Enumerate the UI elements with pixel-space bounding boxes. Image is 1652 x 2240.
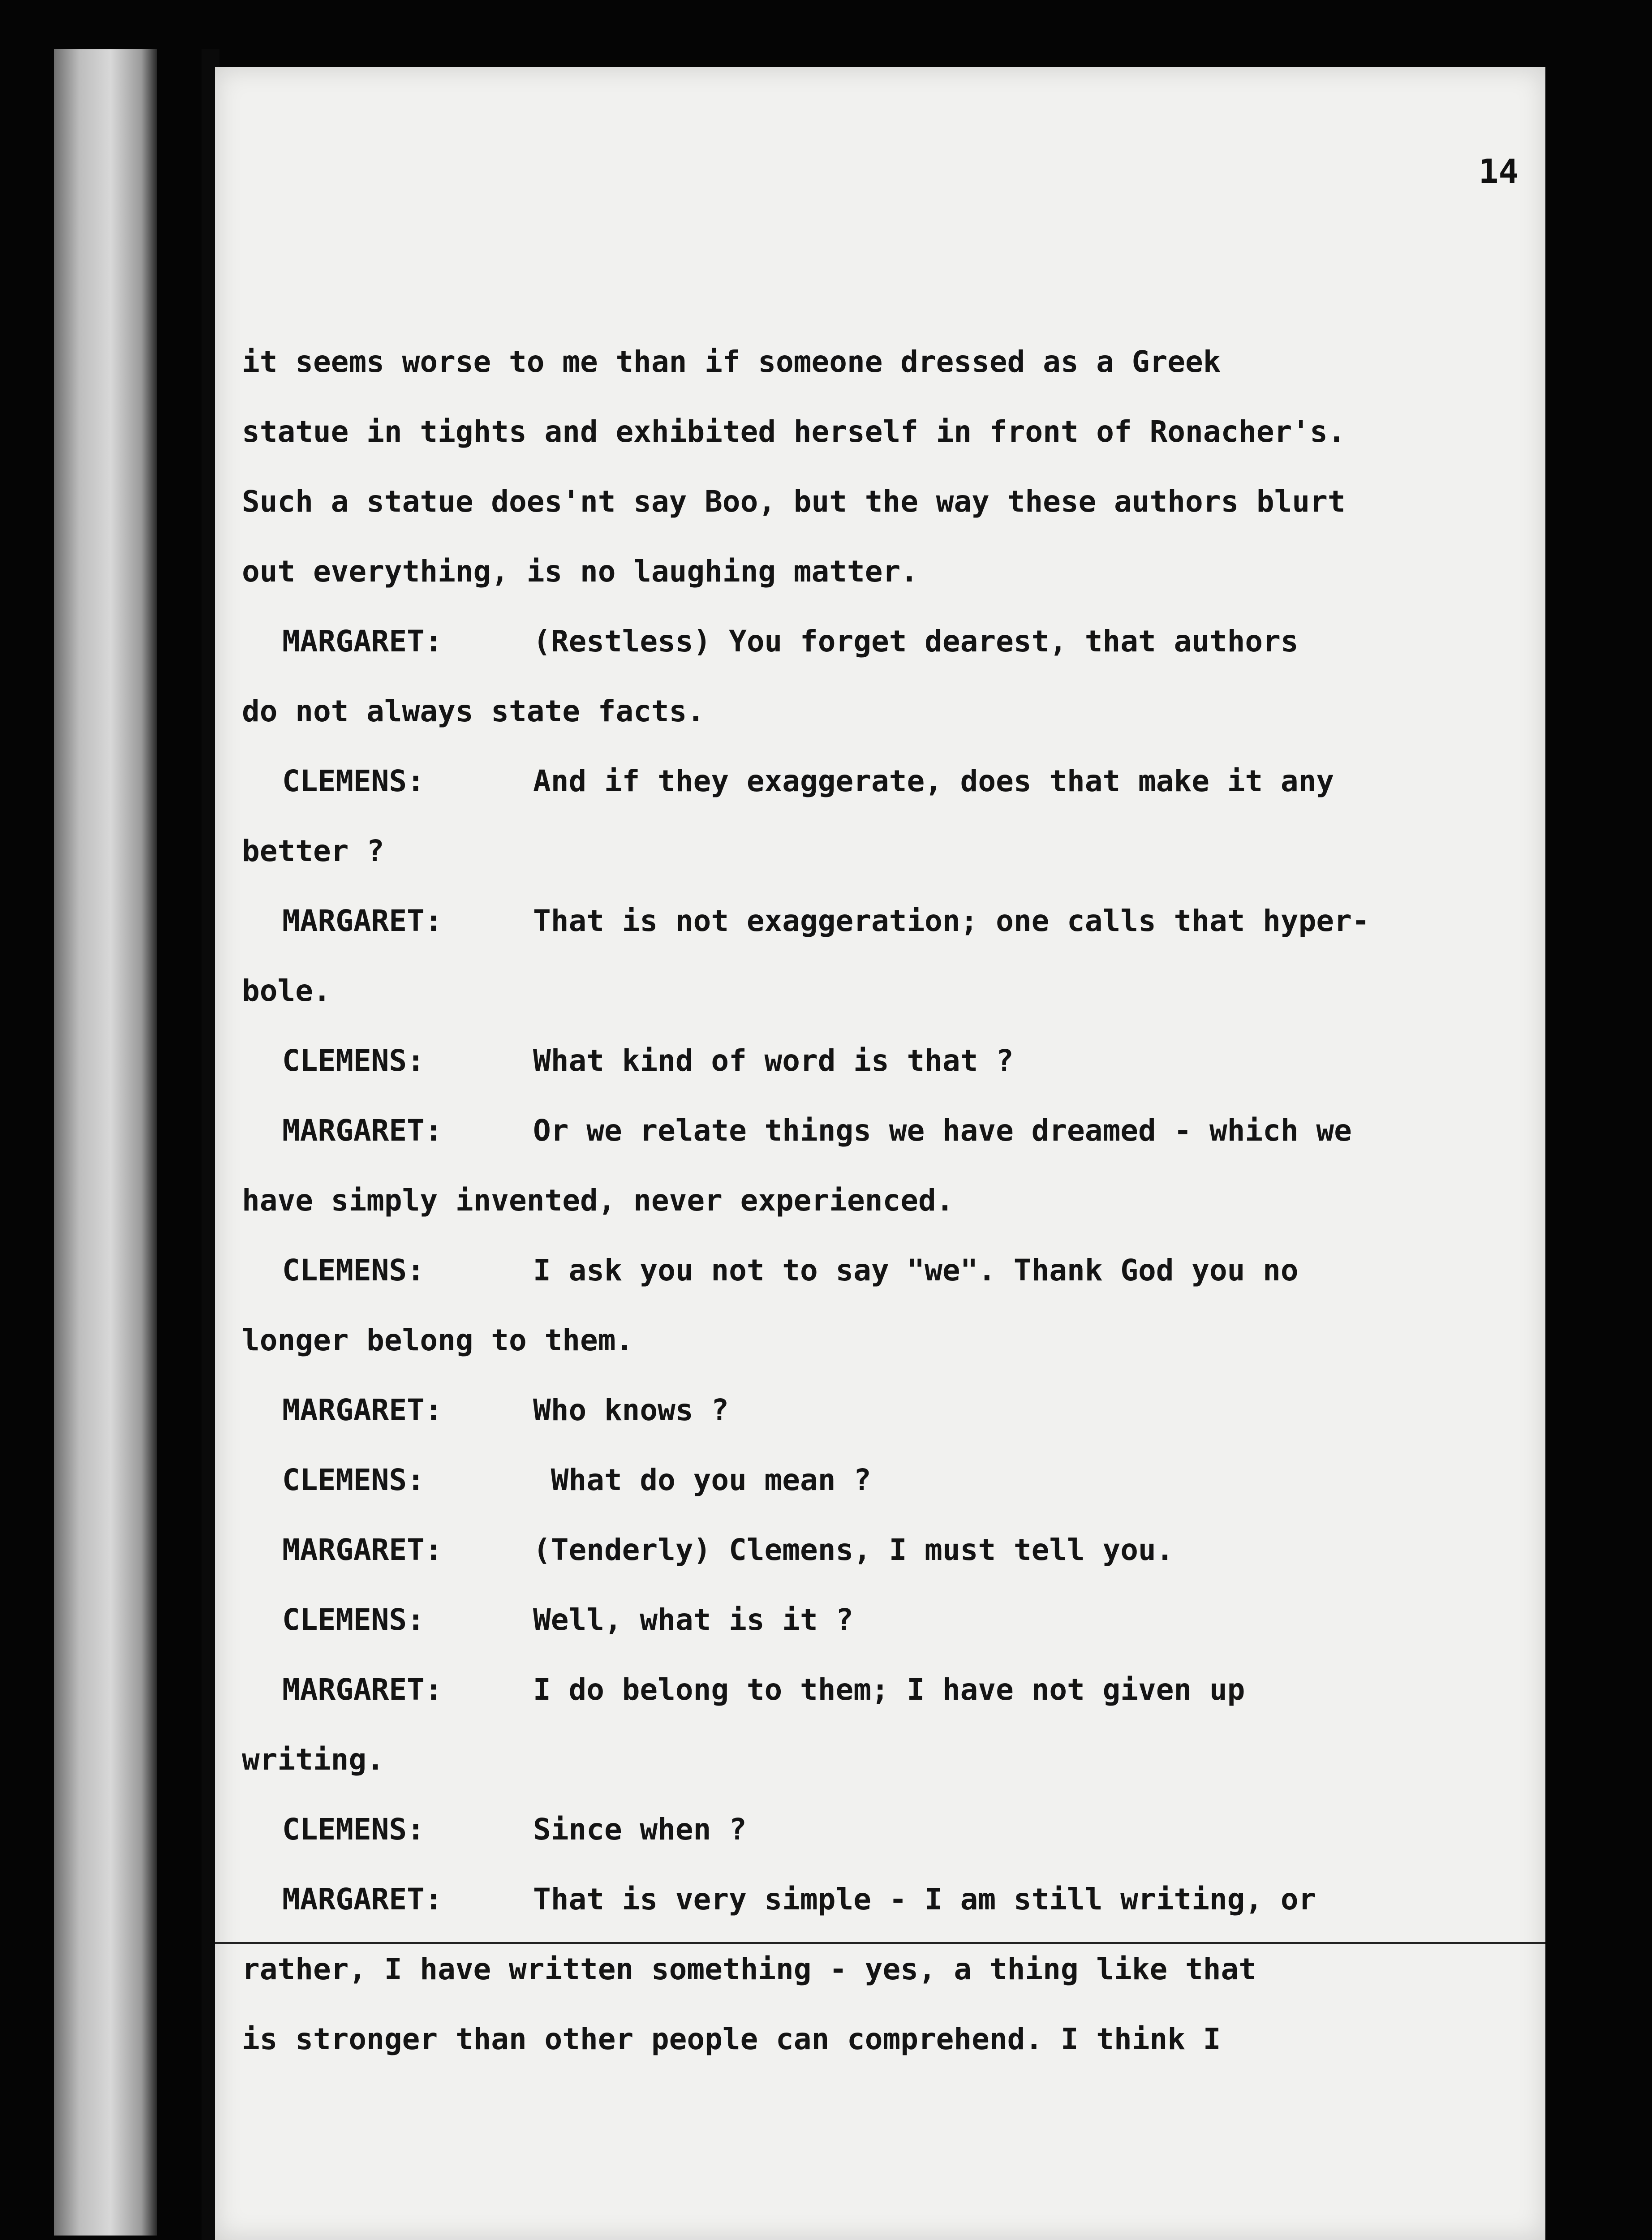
text-line [242, 2004, 1523, 2074]
typescript-page [215, 67, 1545, 2240]
speaker-name: MARGARET: [282, 624, 443, 659]
line-text: better ? [242, 834, 384, 868]
line-text: Such a statue does'nt say Boo, but the way these authors blurt [242, 484, 1346, 519]
text-line [242, 1515, 1523, 1585]
text-line [242, 1236, 1523, 1305]
line-text: I ask you not to say "we". Thank God you no [533, 1253, 1299, 1288]
line-text: (Restless) You forget dearest, that authors [533, 624, 1299, 659]
speaker-name: CLEMENS: [282, 764, 425, 798]
text-line [242, 886, 1523, 956]
line-text: And if they exaggerate, does that make it any [533, 764, 1334, 798]
text-line [242, 816, 1523, 886]
text-line [242, 397, 1523, 467]
adjacent-page-edge [54, 49, 157, 2236]
text-line [242, 1096, 1523, 1166]
text-line [242, 607, 1523, 676]
text-line [242, 1585, 1523, 1655]
line-text: What kind of word is that ? [533, 1043, 1014, 1078]
page-fold-line [215, 1942, 1545, 1944]
line-text: I do belong to them; I have not given up [533, 1672, 1245, 1707]
line-text: Or we relate things we have dreamed - which we [533, 1113, 1352, 1148]
text-line [242, 1445, 1523, 1515]
text-line [242, 956, 1523, 1026]
text-line [242, 1375, 1523, 1445]
speaker-name: MARGARET: [282, 1113, 443, 1148]
line-text: Since when ? [533, 1812, 747, 1847]
text-line [242, 1655, 1523, 1725]
text-line [242, 1934, 1523, 2004]
text-line [242, 1305, 1523, 1375]
line-text: (Tenderly) Clemens, I must tell you. [533, 1533, 1174, 1567]
speaker-name: CLEMENS: [282, 1602, 425, 1637]
line-text: out everything, is no laughing matter. [242, 554, 918, 589]
speaker-name: MARGARET: [282, 1672, 443, 1707]
text-line [242, 1865, 1523, 1934]
line-text: Well, what is it ? [533, 1602, 854, 1637]
speaker-name: CLEMENS: [282, 1043, 425, 1078]
line-text: longer belong to them. [242, 1323, 634, 1357]
speaker-name: CLEMENS: [282, 1812, 425, 1847]
text-line [242, 467, 1523, 537]
speaker-name: CLEMENS: [282, 1463, 425, 1497]
text-line [242, 1725, 1523, 1795]
page-number: 14 [1478, 152, 1519, 191]
speaker-name: CLEMENS: [282, 1253, 425, 1288]
text-line [242, 1026, 1523, 1096]
text-line [242, 1795, 1523, 1865]
line-text: What do you mean ? [533, 1463, 871, 1497]
line-text: That is very simple - I am still writing, or [533, 1882, 1316, 1917]
line-text: is stronger than other people can comprehend. I think I [242, 2022, 1221, 2056]
text-line [242, 327, 1523, 397]
line-text: writing. [242, 1742, 384, 1777]
speaker-name: MARGARET: [282, 1393, 443, 1427]
line-text: have simply invented, never experienced. [242, 1183, 954, 1218]
text-line [242, 537, 1523, 607]
line-text: rather, I have written something - yes, a thing like that [242, 1952, 1256, 1986]
speaker-name: MARGARET: [282, 904, 443, 938]
script-text [242, 327, 1523, 2074]
line-text: That is not exaggeration; one calls that hyper- [533, 904, 1370, 938]
line-text: Who knows ? [533, 1393, 729, 1427]
text-line [242, 746, 1523, 816]
line-text: statue in tights and exhibited herself in front of Ronacher's. [242, 414, 1346, 449]
line-text: do not always state facts. [242, 694, 705, 728]
text-line [242, 1166, 1523, 1236]
line-text: it seems worse to me than if someone dressed as a Greek [242, 345, 1221, 379]
line-text: bole. [242, 974, 331, 1008]
text-line [242, 676, 1523, 746]
speaker-name: MARGARET: [282, 1882, 443, 1917]
speaker-name: MARGARET: [282, 1533, 443, 1567]
